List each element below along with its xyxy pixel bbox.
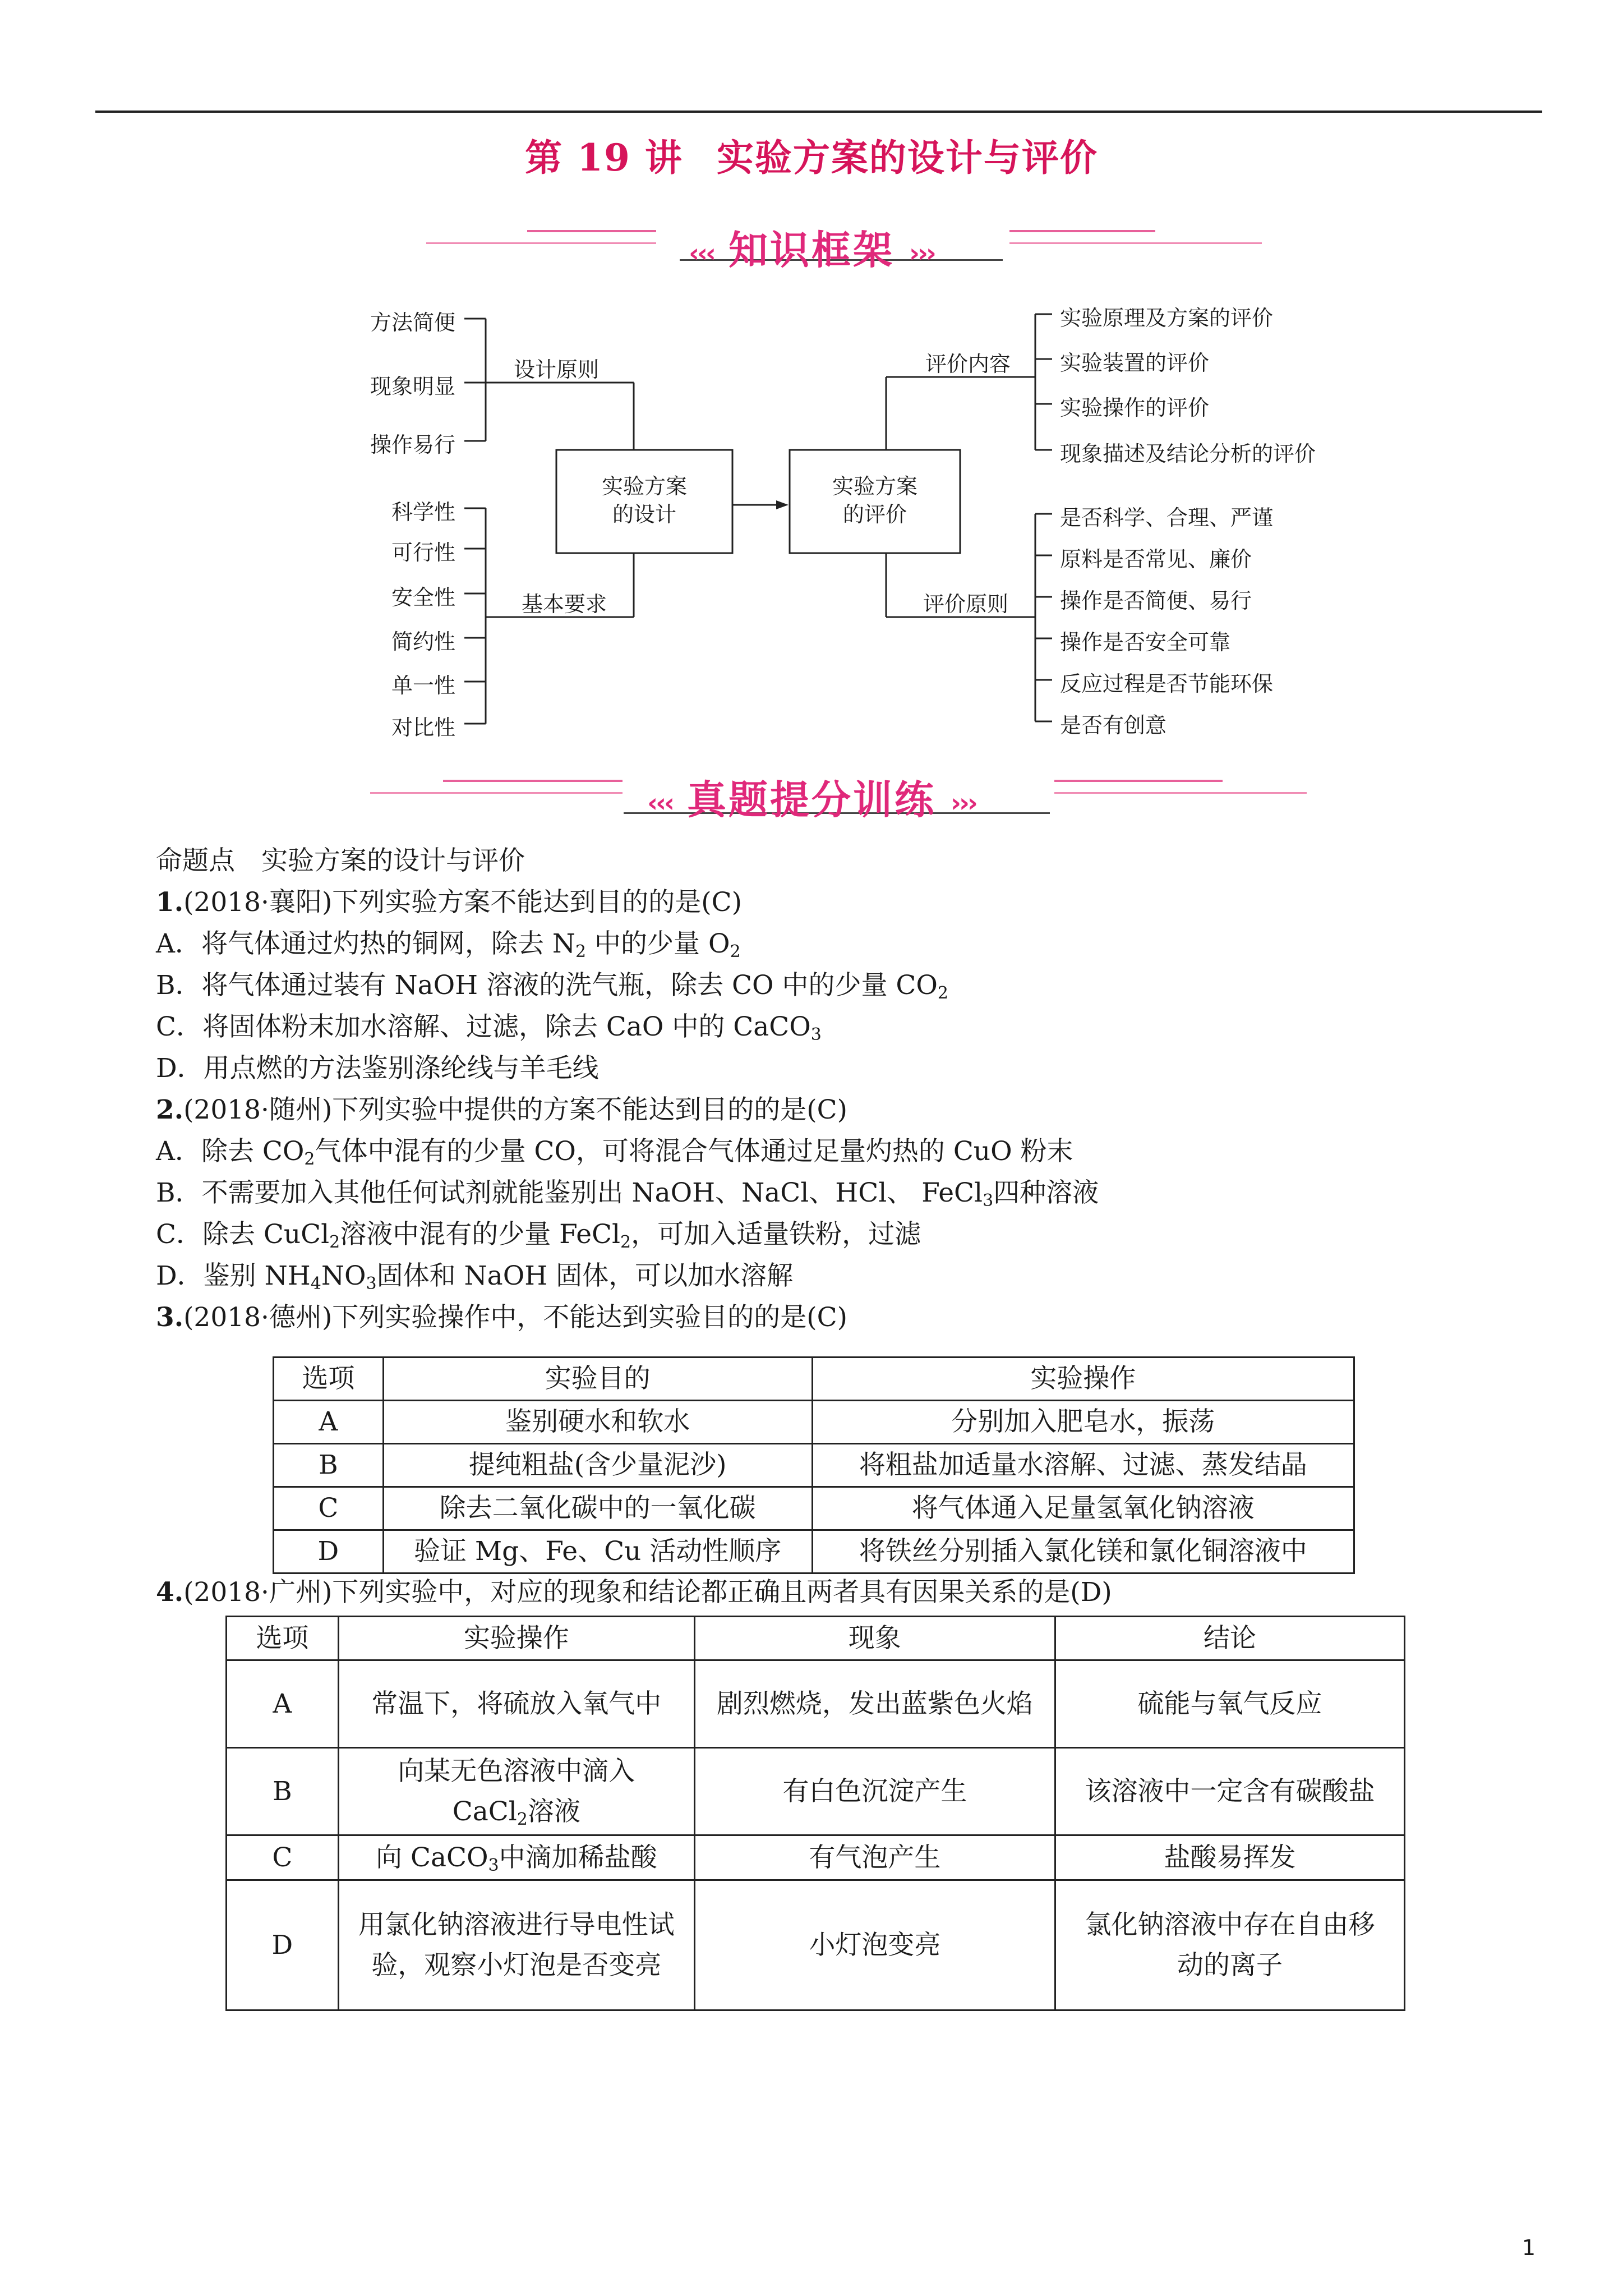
arrow-head-icon <box>776 500 789 509</box>
lesson-title: 实验方案的设计与评价 <box>716 136 1098 180</box>
design-principle-3: 操作易行 <box>370 432 456 457</box>
eval-content-3: 实验操作的评价 <box>1060 395 1210 420</box>
eval-content-label: 评价内容 <box>925 352 1011 376</box>
chevron-left-icon: ‹‹‹ <box>689 237 714 268</box>
topic-heading: 命题点 实验方案的设计与评价 <box>156 845 525 876</box>
eval-principle-2: 原料是否常见、廉价 <box>1060 547 1252 572</box>
lesson-number: 第 19 讲 <box>525 136 683 180</box>
table-row: B 提纯粗盐(含少量泥沙) 将粗盐加适量水溶解、过滤、蒸发结晶 <box>274 1444 1354 1487</box>
training-banner <box>0 763 1623 830</box>
question-2-option-d: D．鉴别 $NH_4NO_3$固体和 NaOH 固体，可以加水溶解 <box>156 1260 794 1294</box>
eval-content-1: 实验原理及方案的评价 <box>1060 306 1274 330</box>
design-box: 实验方案 的设计 <box>601 474 687 527</box>
questions-block <box>156 840 1099 1338</box>
table-header-row: 选项 实验目的 实验操作 <box>274 1358 1354 1401</box>
eval-principle-label: 评价原则 <box>923 592 1009 616</box>
eval-content-4: 现象描述及结论分析的评价 <box>1060 441 1316 466</box>
table-row: D 验证 Mg、Fe、Cu 活动性顺序 将铁丝分别插入氯化镁和氯化铜溶液中 <box>274 1530 1354 1573</box>
question-4-block <box>156 1572 1112 1613</box>
question-4-stem: 4.(2018·广州)下列实验中，对应的现象和结论都正确且两者具有因果关系的是(D) <box>156 1577 1112 1608</box>
table-row: D 用氯化钠溶液进行导电性试验，观察小灯泡是否变亮 小灯泡变亮 氯化钠溶液中存在自由移动的离子 <box>227 1880 1405 2010</box>
question-4-table <box>225 1616 1405 2011</box>
eval-content-2: 实验装置的评价 <box>1060 351 1210 375</box>
table-header-row: 选项 实验操作 现象 结论 <box>227 1617 1405 1660</box>
design-principle-1: 方法简便 <box>370 310 456 335</box>
question-1-option-a: A．将气体通过灼热的铜网，除去 $N_2$ 中的少量 $O_2$ <box>156 928 741 961</box>
design-principle-2: 现象明显 <box>370 374 456 399</box>
table-row: A 常温下，将硫放入氧气中 剧烈燃烧，发出蓝紫色火焰 硫能与氧气反应 <box>227 1660 1405 1748</box>
chevron-right-icon: ››› <box>909 237 934 268</box>
table-row: C 向 CaCO$_3$中滴加稀盐酸 有气泡产生 盐酸易挥发 <box>227 1835 1405 1880</box>
chevron-left-icon: ‹‹‹ <box>647 787 672 818</box>
basic-requirement-4: 简约性 <box>391 629 456 654</box>
question-3-table <box>273 1356 1355 1574</box>
page-title <box>0 128 1623 181</box>
knowledge-framework-diagram <box>336 292 1402 752</box>
question-2-option-b: B．不需要加入其他任何试剂就能鉴别出 NaOH、NaCl、HCl、 FeCl$_3$四种溶液 <box>156 1177 1099 1211</box>
question-1-stem: 1.(2018·襄阳)下列实验方案不能达到目的的是(C) <box>156 887 742 918</box>
table-row: C 除去二氧化碳中的一氧化碳 将气体通入足量氢氧化钠溶液 <box>274 1487 1354 1530</box>
design-principle-label: 设计原则 <box>514 357 600 382</box>
framework-banner <box>0 213 1623 280</box>
question-3-stem: 3.(2018·德州)下列实验操作中，不能达到实验目的的是(C) <box>156 1302 847 1333</box>
question-1-option-b: B．将气体通过装有 NaOH 溶液的洗气瓶，除去 CO 中的少量 $CO_2$ <box>156 970 948 1003</box>
basic-requirement-5: 单一性 <box>391 673 456 698</box>
training-title: 真题提分训练 <box>687 777 936 823</box>
question-2-option-c: C．除去 CuCl$_2$溶液中混有的少量 FeCl$_2$，可加入适量铁粉，过滤 <box>156 1219 921 1252</box>
question-2-option-a: A．除去 $CO_2$气体中混有的少量 CO，可将混合气体通过足量灼热的 CuO 粉末 <box>156 1136 1073 1169</box>
eval-principle-5: 反应过程是否节能环保 <box>1060 671 1274 696</box>
page-number: 1 <box>1521 2235 1536 2260</box>
basic-requirement-6: 对比性 <box>391 715 456 740</box>
framework-title: 知识框架 <box>728 227 895 273</box>
basic-requirements-label: 基本要求 <box>522 592 607 616</box>
eval-principle-4: 操作是否安全可靠 <box>1060 630 1231 655</box>
eval-principle-3: 操作是否简便、易行 <box>1060 588 1252 613</box>
chevron-right-icon: ››› <box>951 787 976 818</box>
basic-requirement-1: 科学性 <box>391 500 456 524</box>
table-row: B 向某无色溶液中滴入 CaCl$_2$溶液 有白色沉淀产生 该溶液中一定含有碳酸盐 <box>227 1748 1405 1835</box>
eval-principle-1: 是否科学、合理、严谨 <box>1060 505 1274 530</box>
question-2-stem: 2.(2018·随州)下列实验中提供的方案不能达到目的的是(C) <box>156 1094 847 1125</box>
eval-box: 实验方案 的评价 <box>832 474 917 527</box>
eval-principle-6: 是否有创意 <box>1060 713 1167 738</box>
basic-requirement-2: 可行性 <box>391 540 456 565</box>
basic-requirement-3: 安全性 <box>391 585 456 610</box>
question-1-option-c: C．将固体粉末加水溶解、过滤，除去 CaO 中的 CaCO$_3$ <box>156 1011 822 1045</box>
table-row: A 鉴别硬水和软水 分别加入肥皂水，振荡 <box>274 1401 1354 1444</box>
top-rule <box>95 111 1542 113</box>
question-1-option-d: D．用点燃的方法鉴别涤纶线与羊毛线 <box>156 1053 599 1084</box>
